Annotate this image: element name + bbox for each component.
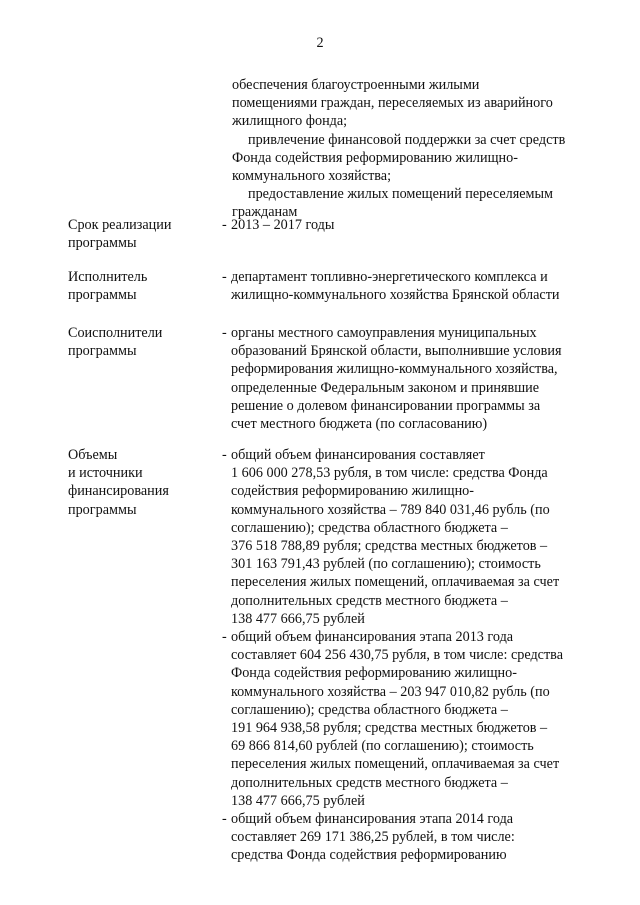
dash-marker: - [222, 447, 227, 463]
text-line: обеспечения благоустроенными жилыми [232, 77, 480, 93]
text-line: гражданам [232, 204, 298, 221]
text-line: соглашению); средства областного бюджета – [231, 701, 508, 718]
list-item [222, 324, 592, 433]
text-line: департамент топливно-энергетического комплекса и [231, 269, 548, 285]
row-label-funding [68, 446, 218, 519]
row-label-coexecutors [68, 324, 218, 360]
text-line: коммунального хозяйства – 789 840 031,46 рубль (по [231, 501, 550, 518]
row-value-executor [222, 268, 592, 304]
row-value-term [222, 216, 592, 234]
list-item [222, 810, 592, 865]
text-line: предоставление жилых помещений переселяемым [248, 186, 554, 203]
list-item [222, 628, 592, 810]
row-label-executor [68, 268, 218, 304]
list-item [222, 268, 592, 304]
label-line: программы [68, 501, 137, 518]
text-line: реформирования жилищно-коммунального хозяйства, [231, 361, 558, 378]
label-line: программы [68, 235, 137, 252]
label-line: Соисполнители [68, 325, 163, 341]
text-line: 2013 – 2017 годы [231, 217, 335, 233]
label-line: Исполнитель [68, 269, 148, 285]
label-line: Срок реализации [68, 217, 172, 233]
text-line: 376 518 788,89 рубля; средства местных бюджетов – [231, 538, 548, 555]
text-line: 138 477 666,75 рублей [231, 792, 365, 809]
text-line: жилищного фонда; [232, 113, 348, 130]
dash-marker: - [222, 325, 227, 341]
label-line: и источники [68, 465, 143, 482]
row-label-term [68, 216, 218, 252]
text-line: соглашению); средства областного бюджета – [231, 519, 508, 536]
text-line: 69 866 814,60 рублей (по соглашению); стоимость [231, 738, 534, 755]
label-line: финансирования [68, 483, 169, 500]
label-line: программы [68, 287, 137, 304]
continuation-text [232, 76, 592, 222]
text-line: 301 163 791,43 рублей (по соглашению); стоимость [231, 556, 541, 573]
text-line: Фонда содействия реформированию жилищно- [231, 665, 517, 682]
text-line: общий объем финансирования этапа 2013 года [231, 629, 514, 646]
text-line: помещениями граждан, переселяемых из аварийного [232, 95, 553, 112]
text-line: переселения жилых помещений, оплачиваемая за счет [231, 574, 560, 591]
dash-marker: - [222, 269, 227, 285]
text-line: коммунального хозяйства; [232, 168, 392, 185]
dash-marker: - [222, 811, 227, 828]
list-item [222, 216, 592, 234]
dash-marker: - [222, 629, 227, 646]
text-line: общий объем финансирования составляет [231, 447, 485, 463]
text-line: коммунального хозяйства – 203 947 010,82 рубль (по [231, 683, 550, 700]
text-line: определенные Федеральным законом и принявшие [231, 379, 540, 396]
text-line: содействия реформированию жилищно- [231, 483, 474, 500]
text-line: переселения жилых помещений, оплачиваемая за счет [231, 756, 560, 773]
text-line: Фонда содействия реформированию жилищно- [232, 149, 518, 166]
row-value-funding [222, 446, 592, 865]
row-value-coexecutors [222, 324, 592, 433]
list-item [222, 446, 592, 628]
label-line: Объемы [68, 447, 118, 463]
text-line: 1 606 000 278,53 рубля, в том числе: средства Фонда [231, 465, 548, 482]
text-line: составляет 269 171 386,25 рублей, в том числе: [231, 829, 515, 846]
text-line: 191 964 938,58 рубля; средства местных бюджетов – [231, 720, 548, 737]
text-line: жилищно-коммунального хозяйства Брянской области [231, 287, 560, 304]
text-line: дополнительных средств местного бюджета – [231, 592, 508, 609]
text-line: решение о долевом финансировании программы за [231, 397, 541, 414]
page-number: 2 [316, 35, 324, 51]
label-line: программы [68, 343, 137, 360]
text-line: общий объем финансирования этапа 2014 года [231, 811, 514, 828]
text-line: составляет 604 256 430,75 рубля, в том числе: средства [231, 647, 563, 664]
text-line: образований Брянской области, выполнившие условия [231, 343, 562, 360]
text-line: 138 477 666,75 рублей [231, 610, 365, 627]
text-line: счет местного бюджета (по согласованию) [231, 416, 488, 433]
text-line: привлечение финансовой поддержки за счет средств [248, 131, 566, 148]
dash-marker: - [222, 217, 227, 233]
text-line: средства Фонда содействия реформированию [231, 847, 507, 864]
text-line: дополнительных средств местного бюджета – [231, 774, 508, 791]
text-line: органы местного самоуправления муниципальных [231, 325, 537, 341]
